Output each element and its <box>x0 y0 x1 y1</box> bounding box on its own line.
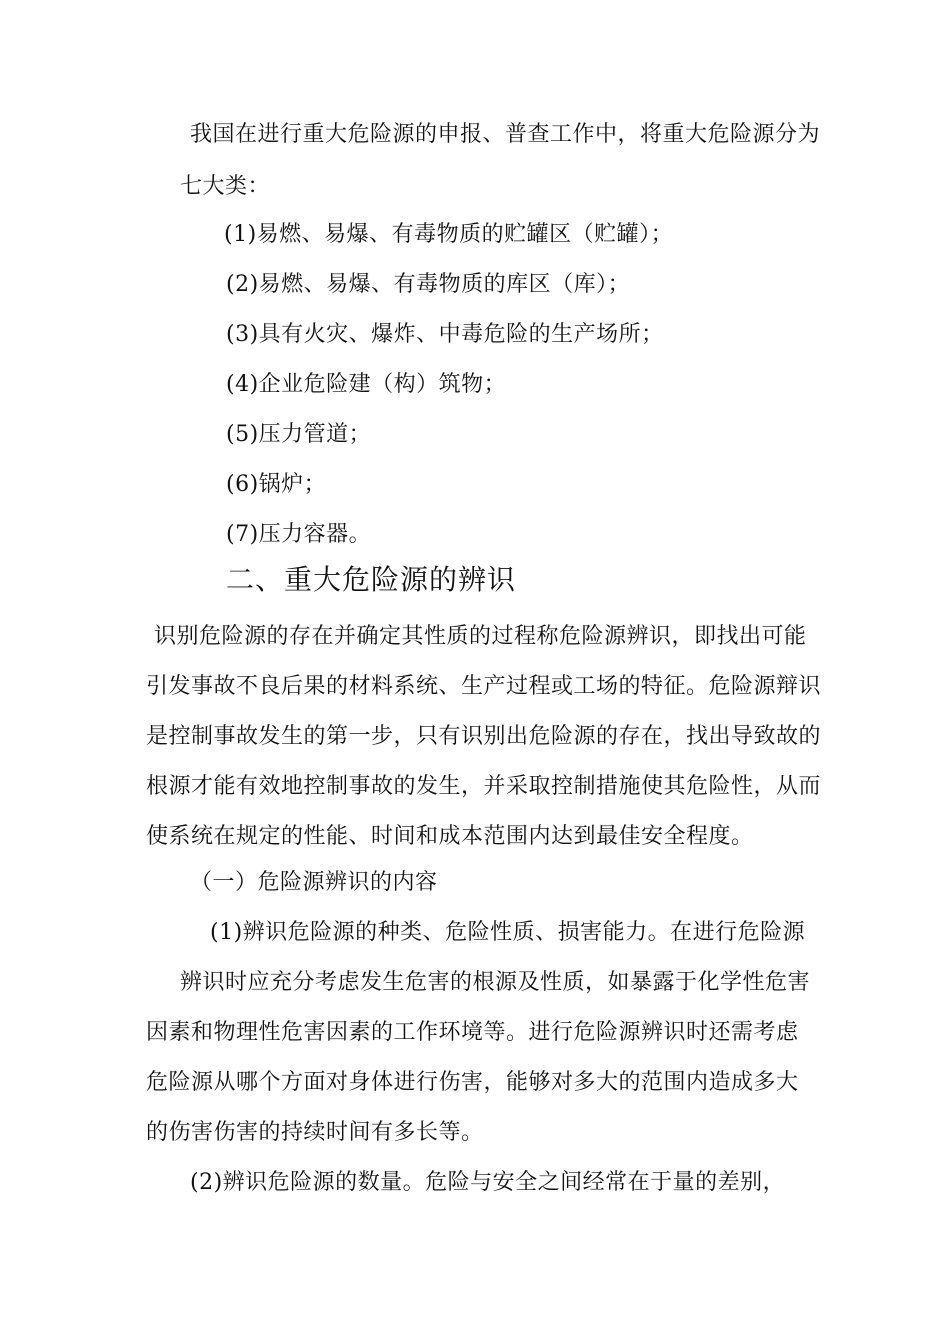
definition-line: 使系统在规定的性能、时间和成本范围内达到最佳安全程度。 <box>146 824 754 849</box>
category-item: (7)压力容器。 <box>226 522 372 547</box>
intro-line-2: 七大类： <box>180 174 271 199</box>
intro-line-1: 我国在进行重大危险源的申报、普查工作中，将重大危险源分为 <box>190 122 821 147</box>
item1-line: 危险源从哪个方面对身体进行伤害，能够对多大的范围内造成多大 <box>146 1070 799 1095</box>
item2-line: (2)辨识危险源的数量。危险与安全之间经常在于量的差别， <box>190 1170 786 1195</box>
definition-line: 引发事故不良后果的材料系统、生产过程或工场的特征。危险源辩识 <box>146 674 822 699</box>
definition-line: 是控制事故发生的第一步，只有识别出危险源的存在，找出导致故的 <box>146 724 822 749</box>
category-item: (5)压力管道； <box>226 422 372 447</box>
category-item: (1)易燃、易爆、有毒物质的贮罐区（贮罐）； <box>224 222 674 247</box>
item1-line: 的伤害伤害的持续时间有多长等。 <box>146 1120 484 1145</box>
category-item: (6)锅炉； <box>226 472 327 497</box>
item1-line: (1)辨识危险源的种类、危险性质、损害能力。在进行危险源 <box>210 920 806 945</box>
category-item: (2)易燃、易爆、有毒物质的库区（库）； <box>226 272 631 297</box>
definition-line: 根源才能有效地控制事故的发生，并采取控制措施使其危险性，从而 <box>146 774 822 799</box>
category-item: (3)具有火灾、爆炸、中毒危险的生产场所； <box>226 322 664 347</box>
item1-line: 因素和物理性危害因素的工作环境等。进行危险源辨识时还需考虑 <box>146 1020 799 1045</box>
category-item: (4)企业危险建（构）筑物； <box>226 372 507 397</box>
subsection-heading: （一）危险源辨识的内容 <box>190 870 438 895</box>
definition-line: 识别危险源的存在并确定其性质的过程称危险源辨识，即找出可能 <box>154 624 807 649</box>
section-heading: 二、重大危险源的辨识 <box>226 563 517 596</box>
item1-line: 辨识时应充分考虑发生危害的根源及性质，如暴露于化学性危害 <box>180 970 811 995</box>
